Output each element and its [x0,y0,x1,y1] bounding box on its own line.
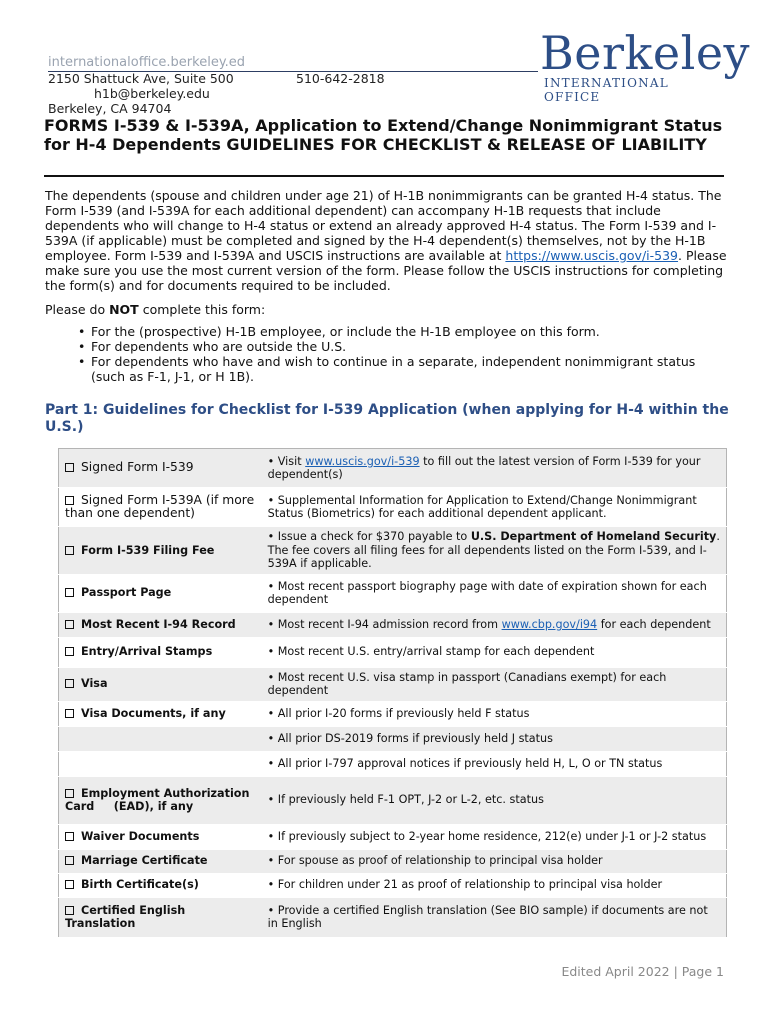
checkbox-icon[interactable] [65,463,74,472]
checkbox-icon[interactable] [65,709,74,718]
logo-sub-text: INTERNATIONAL OFFICE [544,76,669,104]
intro-text-2: . Please make sure you use the most current version of the form. Please follow the USCIS instructions for completing the form(s) and for documents required to be included. [45,248,727,293]
table-row: Passport Page • Most recent passport biography page with date of expiration shown for each dependent [59,574,727,612]
checkbox-icon[interactable] [65,620,74,629]
page-label: Page [681,964,713,979]
table-row: Visa Documents, if any • All prior I-20 forms if previously held F status [59,701,727,726]
table-row: Certified English Translation • Provide a certified English translation (See BIO sample) if documents are not in English [59,897,727,937]
please-do-not: Please do NOT complete this form: [45,302,266,317]
table-row: Most Recent I-94 Record • Most recent I-94 admission record from www.cbp.gov/i94 for each dependent [59,612,727,637]
table-row: Birth Certificate(s) • For children under 21 as proof of relationship to principal visa holder [59,873,727,897]
berkeley-logo [540,26,751,104]
intro-paragraph [45,188,735,293]
header-address [48,71,234,116]
table-row: Employment Authorization Card (EAD), if any • If previously held F-1 OPT, J-2 or L-2, etc. status [59,776,727,824]
table-row: • All prior DS-2019 forms if previously held J status [59,726,727,751]
checkbox-icon[interactable] [65,546,74,555]
address-line-3: Berkeley, CA 94704 [48,101,172,116]
logo-main-text: Berkeley [540,26,751,80]
list-item: • For the (prospective) H-1B employee, or include the H-1B employee on this form. [78,324,718,339]
intro-text-1: The dependents (spouse and children under age 21) of H-1B nonimmigrants can be granted H-4 status. The Form I-539 (and I-539A for each additional dependent) can accompany H-1B requests that include dependents who will change to H-4 status or extend an already approved H-4 status. The Form I-539 and I-539A (if applicable) must be completed and signed by the H-4 dependent(s) themselves, not by the H-1B employee. Form I-539 and I-539A and USCIS instructions are available at [45,188,722,263]
list-item: • For dependents who have and wish to continue in a separate, independent nonimmigrant status (such as F-1, J-1, or H 1B). [78,354,718,384]
table-row: • All prior I-797 approval notices if previously held H, L, O or TN status [59,751,727,776]
table-row: Marriage Certificate • For spouse as proof of relationship to principal visa holder [59,849,727,873]
checkbox-icon[interactable] [65,679,74,688]
uscis-link[interactable]: https://www.uscis.gov/i-539 [505,248,679,263]
table-row: Waiver Documents • If previously subject to 2-year home residence, 212(e) under J-1 or J-2 status [59,824,727,849]
page-footer [561,964,724,979]
uscis-form-link[interactable]: www.uscis.gov/i-539 [305,454,420,468]
footer-separator: | [673,964,678,979]
header-url: internationaloffice.berkeley.ed [48,55,246,70]
list-item: • For dependents who are outside the U.S. [78,339,718,354]
checkbox-icon[interactable] [65,880,74,889]
checkbox-icon[interactable] [65,906,74,915]
title-rule [44,175,724,177]
part1-heading: Part 1: Guidelines for Checklist for I-539 Application (when applying for H-4 within the U.S.) [45,402,729,435]
exclusion-list [78,324,718,384]
page-title: FORMS I-539 & I-539A, Application to Extend/Change Nonimmigrant Status for H-4 Dependents GUIDELINES FOR CHECKLIST & RELEASE OF LIABILITY [44,116,723,154]
header-phone: 510-642-2818 [296,71,385,86]
checkbox-icon[interactable] [65,496,74,505]
edited-date: Edited April 2022 [561,964,670,979]
checkbox-icon[interactable] [65,647,74,656]
table-row: Form I-539 Filing Fee • Issue a check for $370 payable to U.S. Department of Homeland Security. The fee covers all filing fees for all dependents listed on the Form I-539, and I-539A if applicable. [59,527,727,575]
table-row: Visa • Most recent U.S. visa stamp in passport (Canadians exempt) for each dependent [59,667,727,701]
checklist-table [58,448,727,938]
checkbox-icon[interactable] [65,789,74,798]
table-row: Signed Form I-539A (if more than one dependent) • Supplemental Information for Application to Extend/Change Nonimmigrant Status (Biometrics) for each additional dependent applicant. [59,488,727,527]
table-row: Entry/Arrival Stamps • Most recent U.S. entry/arrival stamp for each dependent [59,637,727,667]
cbp-i94-link[interactable]: www.cbp.gov/i94 [501,617,598,631]
checkbox-icon[interactable] [65,856,74,865]
checkbox-icon[interactable] [65,832,74,841]
checkbox-icon[interactable] [65,588,74,597]
address-line-1: 2150 Shattuck Ave, Suite 500 [48,71,234,86]
header-email: h1b@berkeley.edu [94,86,210,101]
page-number: 1 [716,964,724,979]
table-row: Signed Form I-539 • Visit www.uscis.gov/i-539 to fill out the latest version of Form I-539 for your dependent(s) [59,449,727,488]
